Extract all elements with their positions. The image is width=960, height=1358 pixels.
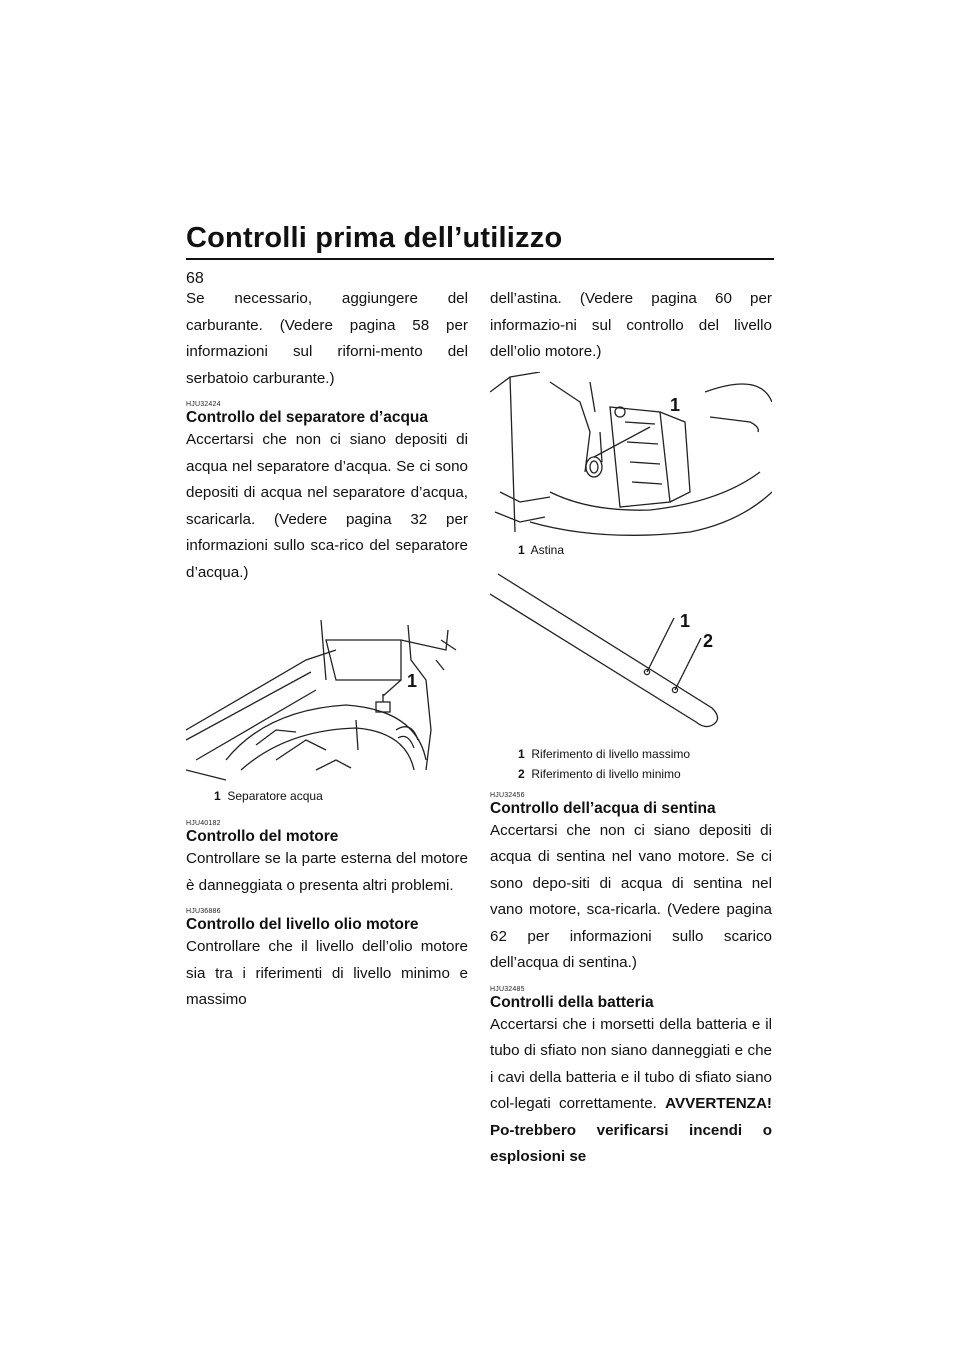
right-column: [490, 286, 772, 1171]
section-code: HJU32456: [490, 791, 525, 799]
figure3-callout-2: 2: [703, 630, 714, 651]
figure1-caption-text: Separatore acqua: [227, 789, 323, 803]
water-separator-illustration: [186, 620, 468, 790]
section-title-engine: Controllo del motore: [186, 828, 339, 845]
intro-paragraph: Se necessario, aggiungere del carburante. (Vedere pagina 58 per informazioni sul riforni-mento del serbatoio carburante.): [186, 290, 468, 387]
figure3-callout-1: 1: [680, 610, 691, 631]
section-title-water-separator: Controllo del separatore d’acqua: [186, 409, 429, 426]
figure3-caption-text-2: Riferimento di livello minimo: [531, 766, 681, 781]
section-body-battery: [490, 1012, 772, 1171]
figure-dipstick-location: [490, 372, 772, 560]
figure2-caption: [518, 540, 772, 560]
figure3-caption-number-1: 1: [518, 746, 525, 761]
section-title-battery: Controlli della batteria: [490, 993, 654, 1011]
figure-dipstick-marks: [490, 572, 772, 784]
section-title-bilge: Controllo dell’acqua di sentina: [490, 799, 716, 817]
section-code: HJU32424: [186, 401, 221, 408]
figure3-caption-1: [518, 744, 772, 764]
battery-warning-text: AVVERTENZA! Po-trebbero verificarsi incendi o esplosioni se: [490, 1095, 772, 1165]
figure3-caption-text-1: Riferimento di livello massimo: [531, 746, 691, 761]
section-body-bilge: Accertarsi che non ci siano depositi di acqua di sentina nel vano motore. Se ci sono depo-siti di acqua di sentina nel vano motore, sca-ricarla. (Vedere pagina 62 per informazioni sullo scarico dell’acqua di sentina.): [490, 821, 772, 971]
dipstick-location-illustration: [490, 372, 772, 542]
figure1-callout-1: 1: [407, 671, 418, 691]
section-code: HJU32485: [490, 985, 525, 993]
figure3-caption-number-2: 2: [518, 766, 525, 781]
section-code: HJU40182: [186, 820, 221, 827]
oil-continued-paragraph: dell’astina. (Vedere pagina 60 per informazio-ni sul controllo del livello dell’olio motore.): [490, 290, 772, 360]
figure-water-separator: [186, 620, 468, 806]
figure1-caption: [214, 786, 468, 806]
page-number: 68: [186, 270, 204, 287]
figure3-caption-2: [518, 764, 772, 784]
dipstick-marks-illustration: [490, 572, 772, 742]
page-title: Controlli prima dell’utilizzo: [186, 222, 563, 254]
section-body-water-separator: Accertarsi che non ci siano depositi di acqua nel separatore d’acqua. Se ci sono depositi di acqua nel separatore d’acqua, scaricarla. (Vedere pagina 32 per informazioni sullo sca-rico del separatore d’acqua.): [186, 431, 468, 581]
section-code: HJU36886: [186, 908, 221, 915]
section-body-oil: Controllare che il livello dell’olio motore sia tra i riferimenti di livello minimo e massimo: [186, 938, 468, 1008]
figure1-caption-number: 1: [214, 789, 221, 803]
battery-body-text: Accertarsi che i morsetti della batteria e il tubo di sfiato non siano danneggiati e che i cavi della batteria e il tubo di sfiato siano col-legati correttamente.: [490, 1015, 772, 1112]
figure2-caption-number: 1: [518, 542, 525, 557]
section-title-oil: Controllo del livello olio motore: [186, 916, 419, 933]
title-rule: [186, 258, 774, 260]
section-body-engine: Controllare se la parte esterna del motore è danneggiata o presenta altri problemi.: [186, 850, 468, 894]
left-column: [186, 286, 468, 1014]
figure2-caption-text: Astina: [530, 542, 565, 557]
figure2-callout-1: 1: [670, 394, 681, 415]
